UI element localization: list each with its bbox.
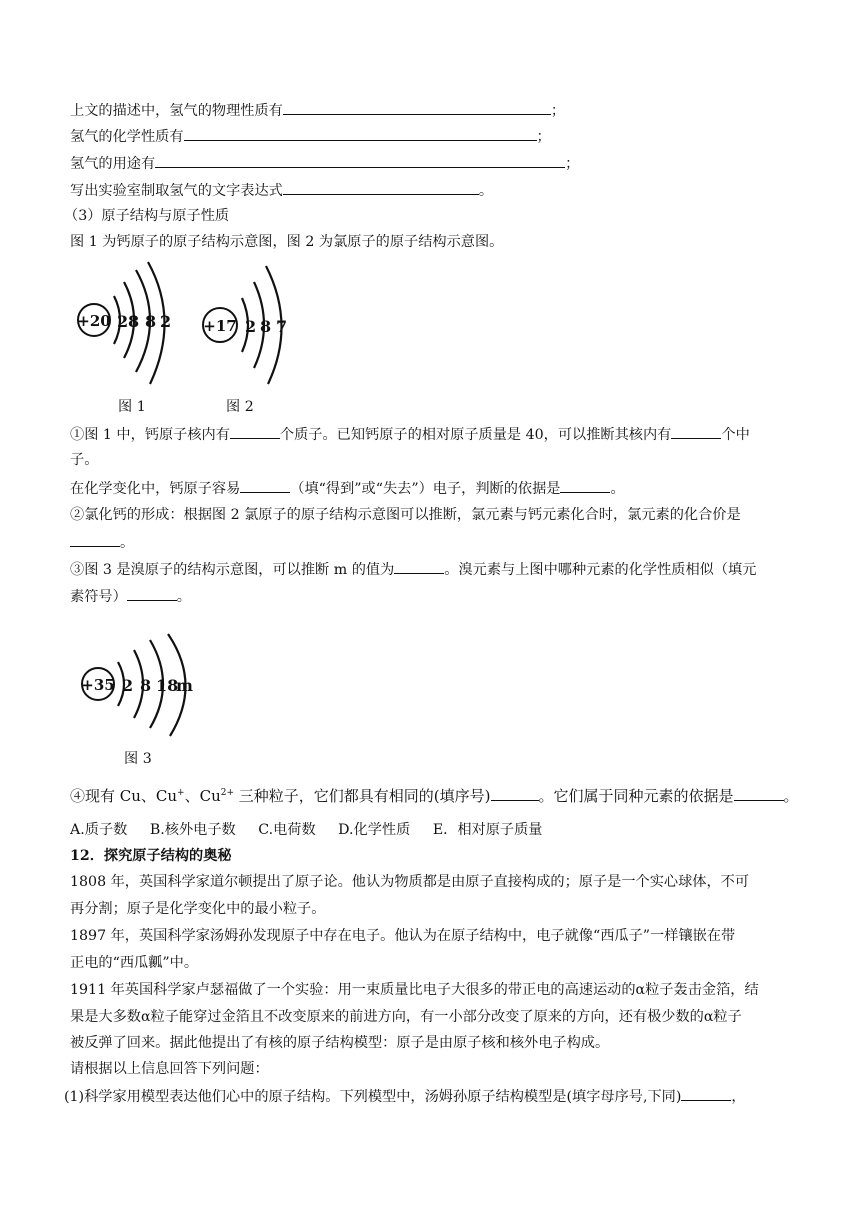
figure-2-chlorine-atom	[198, 260, 298, 390]
charge-superscript: 2+	[220, 788, 235, 798]
figure-3-caption: 图 3	[124, 751, 152, 767]
q1-text: 在化学变化中，钙原子容易	[70, 481, 241, 497]
semicolon: ；	[536, 129, 551, 145]
nucleus-charge: +17	[203, 317, 237, 335]
shell-electrons: 8	[140, 676, 152, 695]
shell-electrons: 2	[245, 317, 257, 336]
q12-para-2a: 1897 年，英国科学家汤姆孙发现原子中存在电子。他认为在原子结构中，电子就像“西瓜子”一样镶嵌在带	[70, 928, 736, 944]
physical-property-blank[interactable]	[283, 100, 551, 115]
semicolon: ；	[550, 103, 566, 119]
shell-electrons: 2	[117, 312, 129, 331]
q2-text: 。	[120, 535, 135, 551]
option-a[interactable]: A.质子数	[70, 822, 128, 838]
same-property-blank[interactable]	[491, 786, 539, 801]
physical-property-line	[70, 100, 565, 121]
q1-line-2: 子。	[70, 452, 99, 468]
physical-property-text: 上文的描述中，氢气的物理性质有	[70, 103, 283, 119]
q3-line-1	[70, 559, 756, 580]
q12-para-3a: 1911 年英国科学家卢瑟福做了一个实验：用一束质量比电子大很多的带正电的高速运动的α粒子轰击金箔，结	[70, 982, 759, 998]
uses-line	[70, 153, 579, 174]
q4-text: ④现有 Cu、Cu	[70, 787, 178, 805]
q12-sub-1-text: ，	[731, 1089, 746, 1105]
figure-2-caption: 图 2	[226, 399, 254, 415]
q3-line-2	[70, 586, 191, 607]
shell-electrons: 8	[260, 317, 272, 336]
q3-text: 。	[176, 589, 191, 605]
basis-blank[interactable]	[560, 478, 610, 493]
shell-electrons: 8	[145, 312, 157, 331]
same-element-basis-blank[interactable]	[734, 786, 784, 801]
chemical-property-blank[interactable]	[184, 126, 537, 141]
uses-blank[interactable]	[155, 153, 565, 168]
option-b[interactable]: B.核外电子数	[149, 822, 236, 838]
option-e[interactable]: E．相对原子质量	[432, 822, 543, 838]
options-line	[70, 820, 561, 840]
q12-title: 12．探究原子结构的奥秘	[70, 848, 232, 864]
uses-text: 氢气的用途有	[70, 156, 156, 172]
figure-1-caption: 图 1	[118, 399, 146, 415]
q2-line-2	[70, 532, 134, 553]
chemical-property-text: 氢气的化学性质有	[70, 129, 184, 145]
figure-3-bromine-atom	[72, 630, 212, 740]
option-c[interactable]: C.电荷数	[258, 822, 316, 838]
q4-text: 、Cu	[184, 787, 221, 805]
proton-count-blank[interactable]	[230, 424, 280, 439]
figure-1-calcium-atom	[72, 260, 182, 390]
option-d[interactable]: D.化学性质	[338, 822, 411, 838]
element-symbol-blank[interactable]	[127, 586, 177, 601]
q1-text: ①图 1 中，钙原子核内有	[70, 427, 230, 443]
q12-sub-1	[64, 1086, 746, 1107]
shell-electrons: 2	[122, 676, 134, 695]
shell-electrons: 2	[160, 312, 172, 331]
q4-text: 。	[783, 787, 799, 805]
thomson-model-blank[interactable]	[681, 1086, 731, 1101]
charge-superscript: +	[177, 788, 185, 798]
q12-para-1b: 再分割；原子是化学变化中的最小粒子。	[70, 901, 326, 917]
q1-text: 个中	[721, 427, 750, 443]
chemical-property-line	[70, 126, 551, 147]
q4-text: 三种粒子，它们都具有相同的(填序号)	[234, 787, 491, 805]
q3-text: 素符号）	[70, 589, 127, 605]
q3-text: 。溴元素与上图中哪种元素的化学性质相似（填元	[444, 562, 757, 578]
nucleus-charge: +20	[77, 312, 111, 330]
q12-sub-1-text: (1)科学家用模型表达他们心中的原子结构。下列模型中，汤姆孙原子结构模型是(填字母序号,下同)	[64, 1089, 682, 1105]
nucleus-charge: +35	[81, 676, 115, 694]
q4-text: 。它们属于同种元素的依据是	[538, 787, 734, 805]
equation-text: 写出实验室制取氢气的文字表达式	[70, 183, 283, 199]
shell-electrons: 8	[128, 312, 140, 331]
period: 。	[478, 183, 494, 199]
neutron-count-blank[interactable]	[671, 424, 721, 439]
m-value-blank[interactable]	[394, 559, 444, 574]
shell-electrons: 18	[156, 676, 179, 695]
q12-para-3c: 被反弹了回来。据此他提出了有核的原子结构模型：原子是由原子核和核外电子构成。	[70, 1035, 610, 1051]
valence-blank[interactable]	[70, 532, 120, 547]
q3-text: ③图 3 是溴原子的结构示意图，可以推断 m 的值为	[70, 562, 395, 578]
q12-para-3b: 果是大多数α粒子能穿过金箔且不改变原来的前进方向，有一小部分改变了原来的方向，还有极少数的α粒子	[70, 1009, 742, 1025]
section3-intro: 图 1 为钙原子的原子结构示意图，图 2 为氯原子的原子结构示意图。	[70, 234, 504, 250]
q2-line-1: ②氯化钙的形成：根据图 2 氯原子的原子结构示意图可以推断，氯元素与钙元素化合时，氯元素的化合价是	[70, 507, 741, 523]
section3-title: （3）原子结构与原子性质	[64, 208, 230, 224]
q4-line	[70, 786, 799, 806]
equation-line	[70, 180, 493, 201]
gain-lose-blank[interactable]	[240, 478, 290, 493]
q1-text: 。	[610, 481, 625, 497]
q12-para-2b: 正电的“西瓜瓤”中。	[70, 955, 199, 971]
q1-text: 个质子。已知钙原子的相对原子质量是 40，可以推断其核内有	[279, 427, 672, 443]
q1-line-1	[70, 424, 750, 445]
semicolon: ；	[565, 156, 580, 172]
q12-para-1a: 1808 年，英国科学家道尔顿提出了原子论。他认为物质都是由原子直接构成的；原子是一个实心球体，不可	[70, 874, 750, 890]
q12-para-4: 请根据以上信息回答下列问题：	[70, 1061, 269, 1077]
shell-electrons: 7	[276, 317, 288, 336]
shell-electrons: m	[176, 676, 193, 695]
q1-text: （填“得到”或“失去”）电子，判断的依据是	[290, 481, 561, 497]
q1-line-3	[70, 478, 625, 499]
equation-blank[interactable]	[283, 180, 479, 195]
